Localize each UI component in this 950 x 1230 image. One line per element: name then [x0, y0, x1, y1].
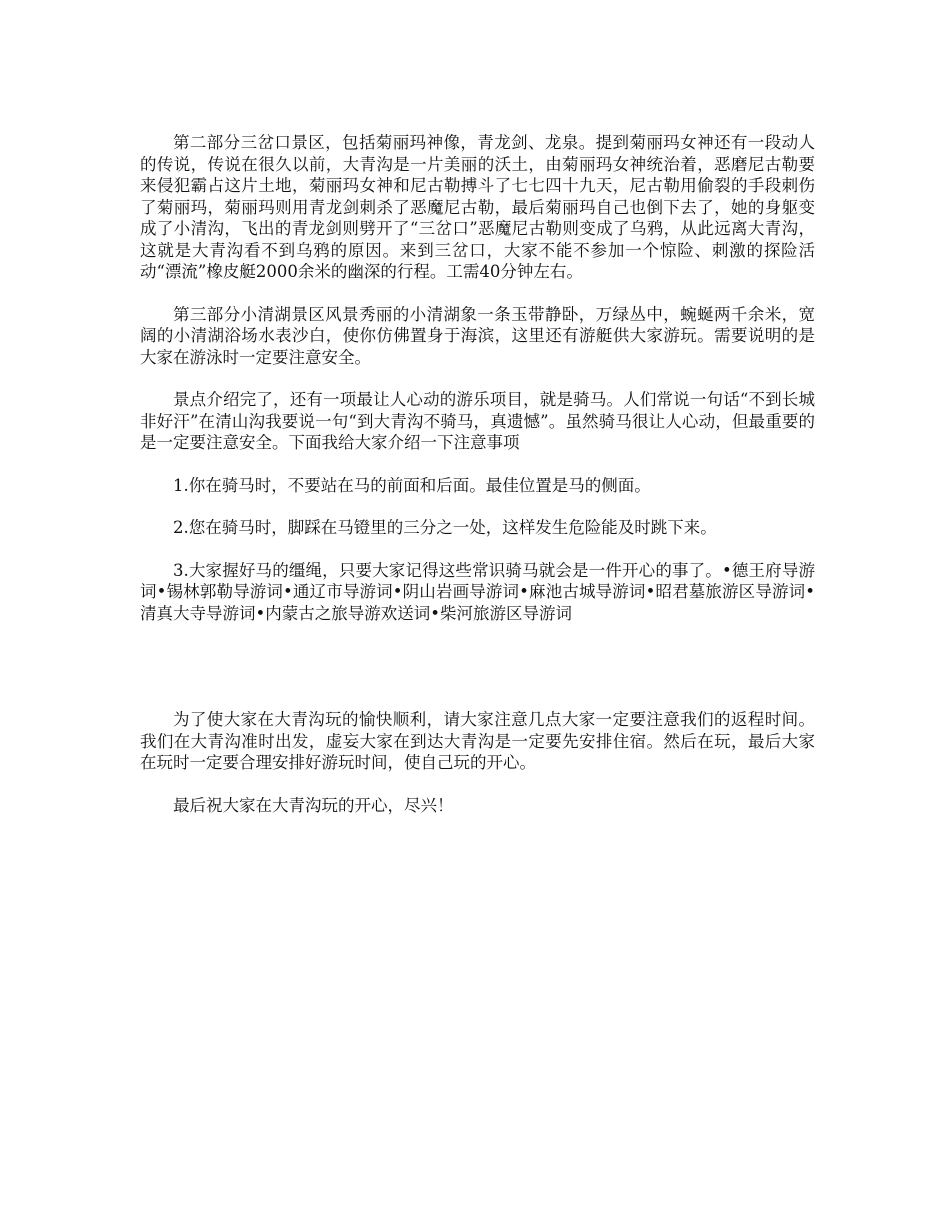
document-body: [140, 132, 815, 837]
paragraph-tip-3: 3.大家握好马的缰绳，只要大家记得这些常识骑马就会是一件开心的事了。•德王府导游词•锡林郭勒导游词•通辽市导游词•阴山岩画导游词•麻池古城导游词•昭君墓旅游区导游词•清真大寺导游词•内蒙古之旅导游欢送词•柴河旅游区导游词: [140, 560, 815, 623]
paragraph-sanchakou: 第二部分三岔口景区，包括菊丽玛神像，青龙剑、龙泉。提到菊丽玛女神还有一段动人的传说，传说在很久以前，大青沟是一片美丽的沃土，由菊丽玛女神统治着，恶磨尼古勒要来侵犯霸占这片土地，菊丽玛女神和尼古勒搏斗了七七四十九天，尼古勒用偷裂的手段刺伤了菊丽玛，菊丽玛则用青龙剑刺杀了恶魔尼古勒，最后菊丽玛自己也倒下去了，她的身躯变成了小清沟，飞出的青龙剑则劈开了“三岔口”恶魔尼古勒则变成了乌鸦，从此远离大青沟，这就是大青沟看不到乌鸦的原因。来到三岔口，大家不能不参加一个惊险、刺激的探险活动“漂流”橡皮艇2000余米的幽深的行程。工需40分钟左右。: [140, 133, 815, 281]
paragraph-horse-riding: 景点介绍完了，还有一项最让人心动的游乐项目，就是骑马。人们常说一句话“不到长城非好汗”在清山沟我要说一句“到大青沟不骑马，真遗憾”。虽然骑马很让人心动，但最重要的是一定要注意安全。下面我给大家介绍一下注意事项: [140, 390, 815, 452]
paragraph-tip-1: 1.你在骑马时，不要站在马的前面和后面。最佳位置是马的侧面。: [173, 475, 651, 495]
paragraph-xiaoqinghu: 第三部分小清湖景区风景秀丽的小清湖象一条玉带静卧，万绿丛中，蜿蜒两千余米，宽阔的小清湖浴场水表沙白，使你仿佛置身于海滨，这里还有游艇供大家游玩。需要说明的是大家在游泳时一定要注意安全。: [140, 304, 815, 367]
paragraph-notice: 为了使大家在大青沟玩的愉快顺利，请大家注意几点大家一定要注意我们的返程时间。我们在大青沟准时出发，虚妄大家在到达大青沟是一定要先安排住宿。然后在玩，最后大家在玩时一定要合理安排好游玩时间，使自己玩的开心。: [140, 710, 815, 772]
paragraph-closing: 最后祝大家在大青沟玩的开心，尽兴！: [173, 795, 454, 815]
section-gap: [140, 645, 815, 709]
paragraph-tip-2: 2.您在骑马时，脚踩在马镫里的三分之一处，这样发生危险能及时跳下来。: [173, 518, 717, 537]
